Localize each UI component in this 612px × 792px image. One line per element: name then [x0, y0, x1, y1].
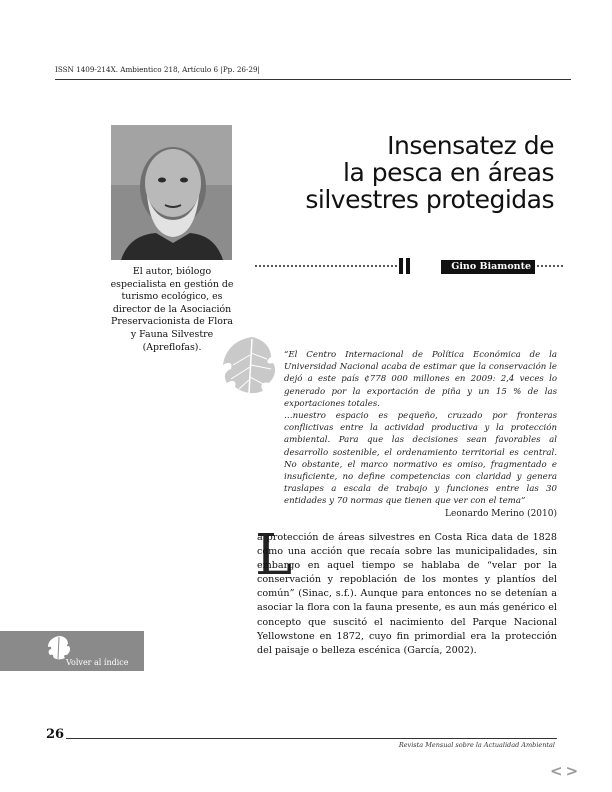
drop-cap: L	[255, 523, 293, 588]
quote-paragraph: …nuestro espacio es pequeño, cruzado por fronteras conflictivas entre la actividad productiva y la protección ambiental. Para que las decisiones sean favorables al desarrollo sostenible, el ordenamiento territorial es central. No obstante, el marco normativo es omiso, fragmentado e insuficiente, no define competencias con claridad y genera traslapes a escala de trabajo y funciones entre las 30 entidades y 70 normas que tienen que ver con el tema”	[284, 411, 557, 507]
quote-attribution: Leonardo Merino (2010)	[445, 509, 557, 519]
title-line: silvestres protegidas	[305, 185, 554, 214]
author-photo	[111, 125, 232, 260]
dotted-rule	[255, 265, 397, 268]
footer-rule	[66, 738, 557, 739]
dotted-rule	[537, 265, 563, 268]
article-title	[224, 132, 554, 213]
previous-page-button[interactable]: <	[550, 762, 566, 780]
author-name: Gino Biamonte	[441, 260, 535, 274]
page-navigation	[550, 762, 581, 780]
quote-paragraph: “El Centro Internacional de Política Económica de la Universidad Nacional acaba de estimar que la conservación le dejó a este país ¢778 000 millones en 2009: 2,4 veces lo generado por la exportación de piña y un 15 % de las exportaciones totales.	[284, 350, 557, 409]
epigraph-quote	[284, 349, 557, 508]
next-page-button[interactable]: >	[565, 762, 582, 780]
author-caption: El autor, biólogo especialista en gestión de turismo ecológico, es director de la Asociación Preservacionista de Flora y Fauna Silvestre (Apreflofas).	[110, 266, 234, 353]
leaf-icon	[219, 335, 285, 397]
back-to-index-label: Volver al índice	[66, 658, 129, 667]
page-number: 26	[46, 727, 65, 742]
author-byline	[255, 258, 561, 274]
author-portrait-icon	[111, 125, 232, 260]
journal-name: Revista Mensual sobre la Actualidad Ambiental	[398, 741, 555, 749]
article-body	[257, 531, 557, 658]
header-rule	[55, 79, 571, 80]
title-line: Insensatez de	[387, 131, 554, 160]
back-to-index-button[interactable]	[0, 631, 144, 671]
body-paragraph: a protección de áreas silvestres en Costa Rica data de 1828 como una acción que recaía sobre las municipalidades, sin embargo en aquel tiempo se hablaba de “velar por la conservación y repoblación de los montes y plantíos del común” (Sinac, s.f.). Aunque para entonces no se detenían a asociar la flora con la fauna presente, es aun más genérico el concepto que suscitó el nacimiento del Parque Nacional Yellowstone en 1872, cuyo fin primordial era la protección del paisaje o belleza escénica (García, 2002).	[257, 532, 557, 656]
title-line: la pesca en áreas	[343, 158, 554, 187]
bar-ornament	[399, 258, 410, 274]
issn-header: ISSN 1409-214X. Ambientico 218, Artículo 6 |Pp. 26-29|	[55, 65, 260, 74]
